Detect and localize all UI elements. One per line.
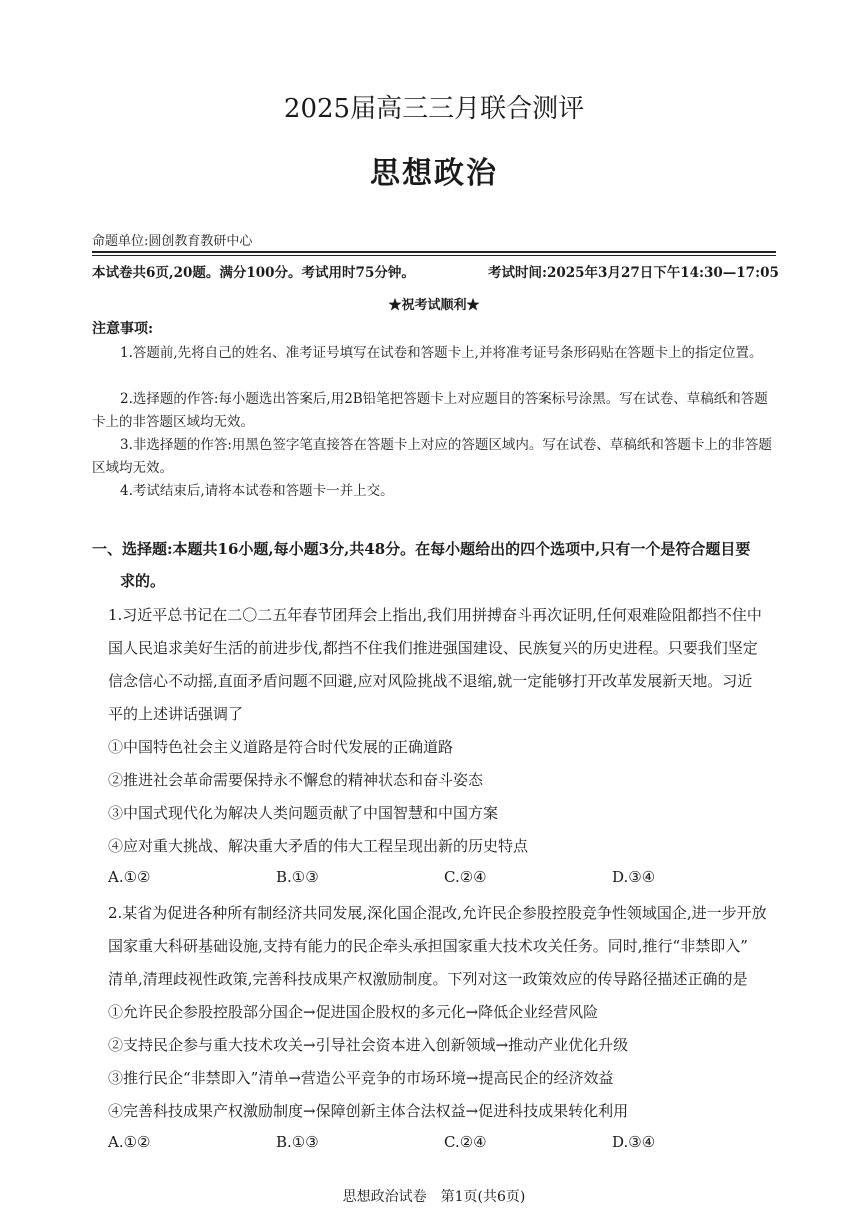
notice-item: 1.答题前,先将自己的姓名、准考证号填写在试卷和答题卡上,并将准考证号条形码贴在答题卡上的指定位置。	[120, 345, 763, 361]
statement-item: ①允许民企参股控股部分国企→促进国企股权的多元化→降低企业经营风险	[108, 1003, 599, 1021]
notice-heading: 注意事项:	[92, 321, 154, 337]
option-a: A.①②	[108, 1133, 151, 1151]
option-b: B.①③	[276, 1133, 319, 1151]
section-heading-cont: 求的。	[120, 572, 166, 590]
notice-item: 4.考试结束后,请将本试卷和答题卡一并上交。	[120, 483, 394, 499]
statement-item: ②推进社会革命需要保持永不懈怠的精神状态和奋斗姿态	[108, 771, 484, 789]
option-c: C.②④	[444, 1133, 487, 1151]
question-line: 国人民追求美好生活的前进步伐,都挡不住我们推进强国建设、民族复兴的历史进程。只要我们坚定	[108, 639, 758, 657]
exam-title: 2025届高三三月联合测评	[283, 94, 585, 124]
question-line: 1.习近平总书记在二〇二五年春节团拜会上指出,我们用拼搏奋斗再次证明,任何艰难险阻都挡不住中	[108, 606, 762, 624]
question-line: 平的上述讲话强调了	[108, 705, 244, 723]
subject-title: 思想政治	[370, 156, 498, 191]
option-b: B.①③	[276, 868, 319, 886]
statement-item: ④应对重大挑战、解决重大矛盾的伟大工程呈现出新的历史特点	[108, 837, 529, 855]
good-luck-banner: ★祝考试顺利★	[388, 298, 480, 313]
statement-item: ③中国式现代化为解决人类问题贡献了中国智慧和中国方案	[108, 804, 499, 822]
notice-item: 2.选择题的作答:每小题选出答案后,用2B铅笔把答题卡上对应题目的答案标号涂黑。写在试卷、草稿纸和答题卡上的非答题区域均无效。	[92, 391, 768, 430]
question-line: 清单,清理歧视性政策,完善科技成果产权激励制度。下列对这一政策效应的传导路径描述正确的是	[108, 970, 748, 988]
statement-item: ③推行民企“非禁即入”清单→营造公平竞争的市场环境→提高民企的经济效益	[108, 1069, 614, 1087]
author-unit: 命题单位:圆创教育教研中心	[92, 234, 253, 249]
option-d: D.③④	[612, 1133, 656, 1151]
option-a: A.①②	[108, 868, 151, 886]
statement-item: ②支持民企参与重大技术攻关→引导社会资本进入创新领域→推动产业优化升级	[108, 1036, 629, 1054]
option-c: C.②④	[444, 868, 487, 886]
section-heading: 一、选择题:本题共16小题,每小题3分,共48分。在每小题给出的四个选项中,只有一个是符合题目要	[92, 540, 751, 558]
exam-time: 考试时间:2025年3月27日下午14:30—17:05	[488, 265, 779, 281]
question-line: 国家重大科研基础设施,支持有能力的民企牵头承担国家重大技术攻关任务。同时,推行“非禁即入”	[108, 937, 748, 955]
page-footer: 思想政治试卷 第1页(共6页)	[342, 1189, 526, 1205]
question-line: 2.某省为促进各种所有制经济共同发展,深化国企混改,允许民企参股控股竞争性领域国企,进一步开放	[108, 904, 767, 922]
exam-info: 本试卷共6页,20题。满分100分。考试用时75分钟。	[92, 265, 415, 281]
header-rule-top	[92, 251, 776, 253]
statement-item: ①中国特色社会主义道路是符合时代发展的正确道路	[108, 738, 454, 756]
header-rule-bottom	[92, 255, 776, 256]
statement-item: ④完善科技成果产权激励制度→保障创新主体合法权益→促进科技成果转化利用	[108, 1102, 629, 1120]
question-line: 信念信心不动摇,直面矛盾问题不回避,应对风险挑战不退缩,就一定能够打开改革发展新天地。习近	[108, 672, 753, 690]
notice-item: 3.非选择题的作答:用黑色签字笔直接答在答题卡上对应的答题区域内。写在试卷、草稿纸和答题卡上的非答题区域均无效。	[92, 437, 772, 476]
option-d: D.③④	[612, 868, 656, 886]
